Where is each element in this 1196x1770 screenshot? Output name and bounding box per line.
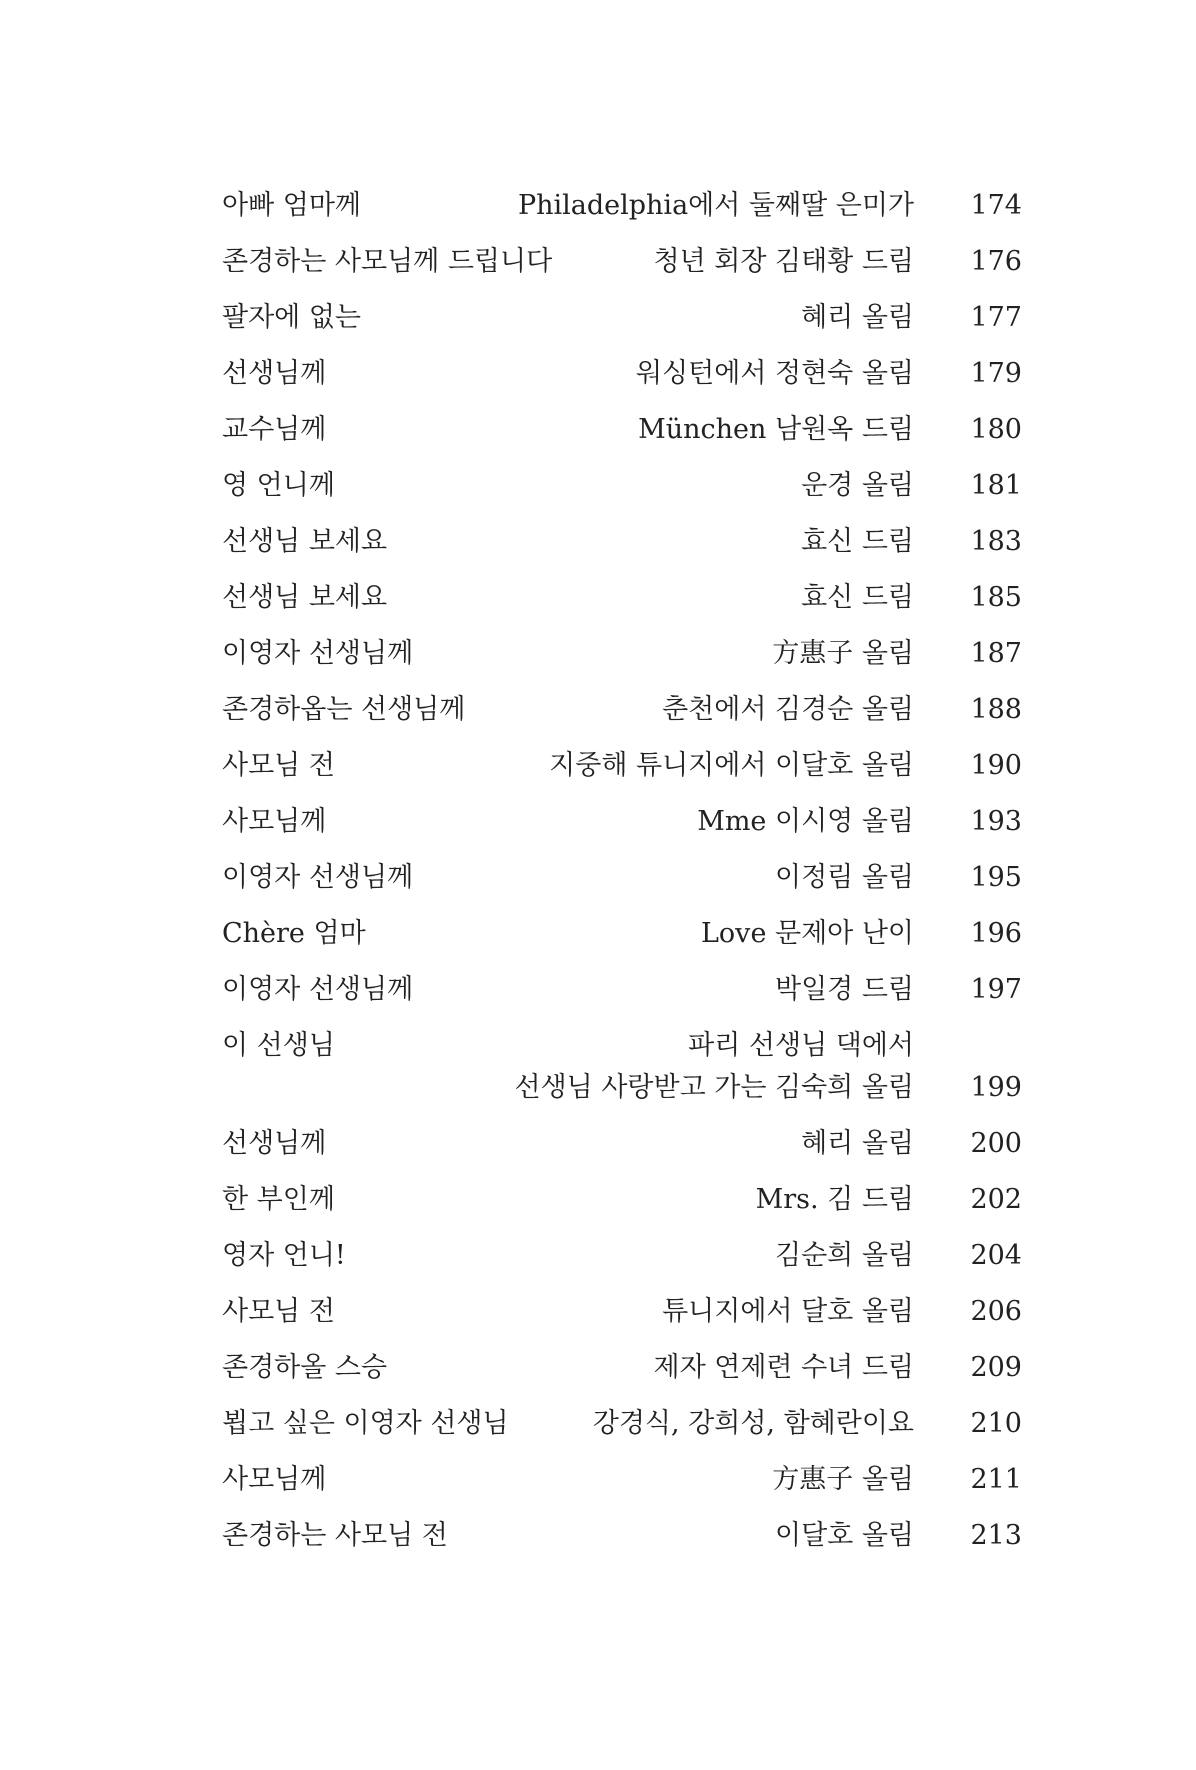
toc-entry bbox=[222, 804, 1022, 860]
entry-title: 뵙고 싶은 이영자 선생님 bbox=[222, 1408, 509, 1439]
author-line: 효신 드림 bbox=[801, 526, 914, 557]
author-line: 혜리 올림 bbox=[801, 302, 914, 333]
toc-entry bbox=[222, 1238, 1022, 1294]
toc-entry bbox=[222, 412, 1022, 468]
toc-entry bbox=[222, 860, 1022, 916]
entry-author bbox=[701, 916, 914, 952]
author-line: Love 문제아 난이 bbox=[701, 918, 914, 949]
author-line: 김순희 올림 bbox=[775, 1240, 914, 1271]
entry-author bbox=[772, 636, 914, 672]
entry-title: 영자 언니! bbox=[222, 1240, 346, 1271]
page-number: 180 bbox=[970, 414, 1022, 445]
entry-author bbox=[654, 244, 915, 280]
author-line: 효신 드림 bbox=[801, 582, 914, 613]
toc-entry bbox=[222, 1182, 1022, 1238]
entry-author bbox=[775, 1238, 914, 1274]
entry-author bbox=[636, 356, 914, 392]
author-line: 파리 선생님 댁에서 bbox=[688, 1030, 914, 1061]
author-line: 청년 회장 김태황 드림 bbox=[653, 246, 914, 277]
entry-title: 선생님 보세요 bbox=[222, 582, 388, 613]
page-number: 197 bbox=[970, 974, 1022, 1005]
entry-author bbox=[801, 468, 914, 504]
entry-title: 이영자 선생님께 bbox=[222, 862, 414, 893]
page-number: 213 bbox=[970, 1520, 1022, 1551]
page-number: 190 bbox=[970, 750, 1022, 781]
entry-title: 한 부인께 bbox=[222, 1184, 335, 1215]
toc-entry bbox=[222, 636, 1022, 692]
author-line: Mme 이시영 올림 bbox=[697, 806, 914, 837]
author-line: 선생님 사랑받고 가는 김숙희 올림 bbox=[514, 1072, 914, 1103]
entry-title: 선생님께 bbox=[222, 358, 327, 389]
entry-title: 사모님께 bbox=[222, 1464, 327, 1495]
toc-entry bbox=[222, 1406, 1022, 1462]
author-line: 운경 올림 bbox=[801, 470, 914, 501]
page-number: 185 bbox=[970, 582, 1022, 613]
toc-entry bbox=[222, 244, 1022, 300]
page-number: 183 bbox=[970, 526, 1022, 557]
author-line: 혜리 올림 bbox=[801, 1128, 914, 1159]
page-number: 209 bbox=[970, 1352, 1022, 1383]
author-line: 워싱턴에서 정현숙 올림 bbox=[636, 358, 914, 389]
page-number: 196 bbox=[970, 918, 1022, 949]
entry-author bbox=[775, 972, 914, 1008]
entry-title: 이영자 선생님께 bbox=[222, 974, 414, 1005]
author-line: 方惠子 올림 bbox=[772, 638, 914, 669]
page-number: 181 bbox=[970, 470, 1022, 501]
entry-title: 선생님 보세요 bbox=[222, 526, 388, 557]
page-number: 177 bbox=[970, 302, 1022, 333]
toc-entry bbox=[222, 916, 1022, 972]
entry-author bbox=[801, 1126, 914, 1162]
author-line: 이달호 올림 bbox=[775, 1520, 914, 1551]
page-number: 193 bbox=[970, 806, 1022, 837]
entry-author bbox=[549, 748, 914, 784]
entry-author bbox=[775, 860, 914, 896]
page-number: 188 bbox=[970, 694, 1022, 725]
author-line: 춘천에서 김경순 올림 bbox=[662, 694, 914, 725]
entry-author bbox=[638, 412, 914, 448]
toc-entry bbox=[222, 1350, 1022, 1406]
author-line: 제자 연제련 수녀 드림 bbox=[653, 1352, 914, 1383]
toc-entry bbox=[222, 1462, 1022, 1518]
author-line: 튜니지에서 달호 올림 bbox=[662, 1296, 914, 1327]
entry-author bbox=[756, 1182, 914, 1218]
entry-author bbox=[801, 580, 914, 616]
entry-author bbox=[518, 188, 914, 224]
page-number: 179 bbox=[970, 358, 1022, 389]
toc-entry bbox=[222, 300, 1022, 356]
toc-entry bbox=[222, 524, 1022, 580]
entry-title: 존경하올 스승 bbox=[222, 1352, 388, 1383]
author-line: Philadelphia에서 둘째딸 은미가 bbox=[517, 190, 914, 221]
entry-author bbox=[662, 1294, 914, 1330]
entry-author bbox=[515, 1028, 914, 1106]
page-number: 202 bbox=[970, 1184, 1022, 1215]
page-number: 195 bbox=[970, 862, 1022, 893]
entry-title: 선생님께 bbox=[222, 1128, 327, 1159]
entry-title: 존경하는 사모님께 드립니다 bbox=[222, 246, 553, 277]
entry-author bbox=[654, 1350, 915, 1386]
toc-entry bbox=[222, 748, 1022, 804]
entry-title: 영 언니께 bbox=[222, 470, 335, 501]
entry-title: 교수님께 bbox=[222, 414, 327, 445]
toc-entry bbox=[222, 1294, 1022, 1350]
author-line: 지중해 튜니지에서 이달호 올림 bbox=[549, 750, 914, 781]
author-line: 박일경 드림 bbox=[775, 974, 914, 1005]
entry-title: 아빠 엄마께 bbox=[222, 190, 361, 221]
author-line: München 남원옥 드림 bbox=[638, 414, 914, 445]
page-number: 204 bbox=[970, 1240, 1022, 1271]
author-line: 이정림 올림 bbox=[775, 862, 914, 893]
toc-entry bbox=[222, 1518, 1022, 1574]
entry-author bbox=[697, 804, 914, 840]
toc-entry bbox=[222, 692, 1022, 748]
page-number: 211 bbox=[970, 1464, 1022, 1495]
entry-title: 존경하옵는 선생님께 bbox=[222, 694, 466, 725]
author-line: Mrs. 김 드림 bbox=[755, 1184, 914, 1215]
entry-title: 사모님 전 bbox=[222, 1296, 335, 1327]
entry-title: 사모님 전 bbox=[222, 750, 335, 781]
entry-author bbox=[772, 1462, 914, 1498]
entry-author bbox=[801, 524, 914, 560]
toc-entry bbox=[222, 188, 1022, 244]
table-of-contents bbox=[222, 188, 1022, 1574]
entry-title: 이영자 선생님께 bbox=[222, 638, 414, 669]
toc-entry bbox=[222, 356, 1022, 412]
author-line: 강경식, 강희성, 함혜란이요 bbox=[592, 1408, 914, 1439]
author-line: 方惠子 올림 bbox=[772, 1464, 914, 1495]
entry-author bbox=[593, 1406, 914, 1442]
page-number: 176 bbox=[970, 246, 1022, 277]
toc-entry bbox=[222, 468, 1022, 524]
entry-author bbox=[662, 692, 914, 728]
toc-entry bbox=[222, 1126, 1022, 1182]
entry-title: Chère 엄마 bbox=[222, 918, 366, 949]
entry-author bbox=[801, 300, 914, 336]
page-number: 199 bbox=[970, 1072, 1022, 1103]
toc-entry bbox=[222, 580, 1022, 636]
page-number: 200 bbox=[970, 1128, 1022, 1159]
entry-title: 이 선생님 bbox=[222, 1030, 335, 1061]
entry-author bbox=[775, 1518, 914, 1554]
toc-entry bbox=[222, 972, 1022, 1028]
page-number: 206 bbox=[970, 1296, 1022, 1327]
page-number: 210 bbox=[970, 1408, 1022, 1439]
toc-entry bbox=[222, 1028, 1022, 1126]
entry-title: 사모님께 bbox=[222, 806, 327, 837]
entry-title: 팔자에 없는 bbox=[222, 302, 361, 333]
page-number: 187 bbox=[970, 638, 1022, 669]
page-number: 174 bbox=[970, 190, 1022, 221]
entry-title: 존경하는 사모님 전 bbox=[222, 1520, 448, 1551]
